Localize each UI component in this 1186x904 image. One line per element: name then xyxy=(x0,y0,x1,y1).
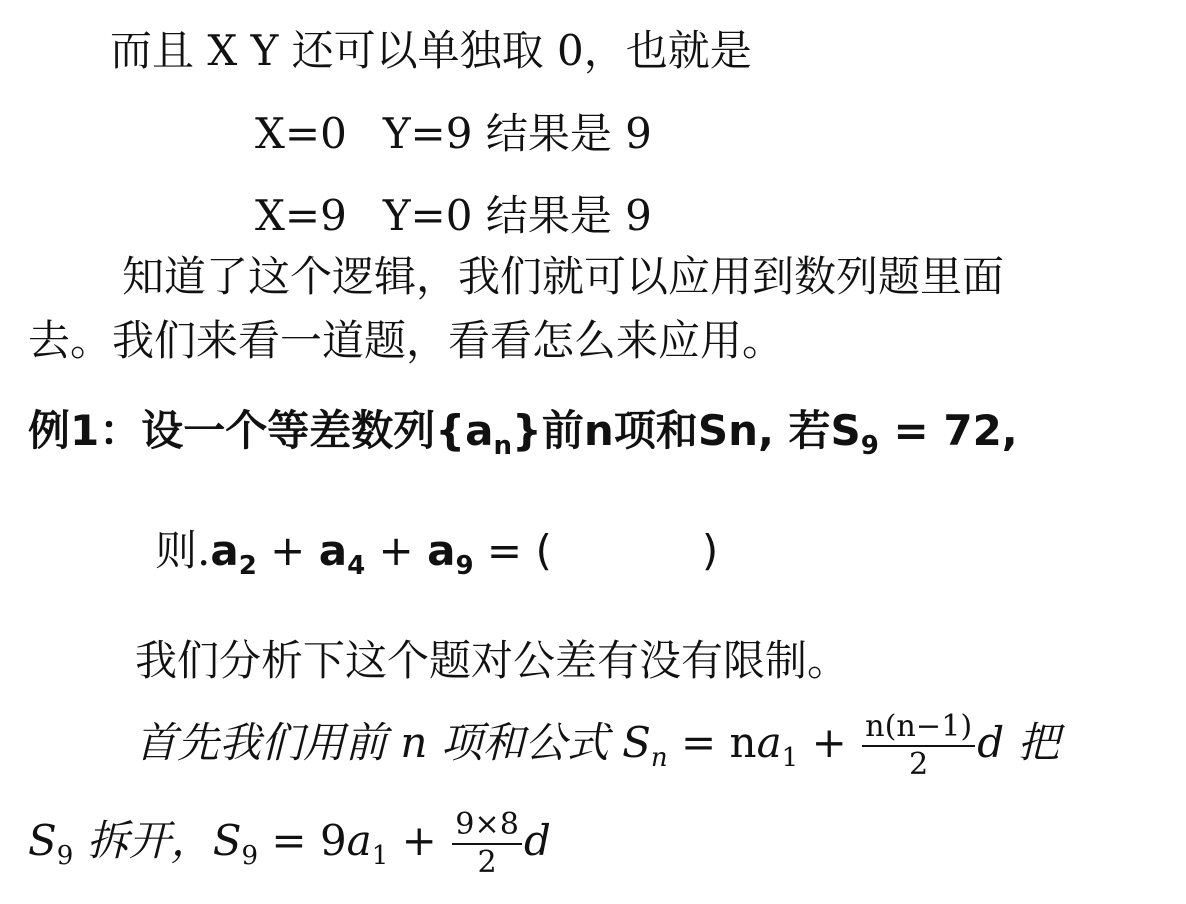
equation-x: X=9 xyxy=(255,191,347,240)
equation-y: Y=9 xyxy=(382,109,473,158)
text-line-8: 我们分析下这个题对公差有没有限制。 xyxy=(135,636,850,685)
expanded-formula-line: $S_9$ 拆开，$S_9 = 9a_1$ + $\frac{9\times 8}{2}$ d xyxy=(28,807,551,881)
result-text: 结果是 9 xyxy=(485,109,652,158)
result-text: 结果是 9 xyxy=(485,191,652,240)
text-line-2 xyxy=(255,109,652,158)
equation-y: Y=0 xyxy=(382,191,473,240)
formula-line: 首先我们用前 n 项和公式 $S_n = na_1$ + $\frac{n(n-1)}{2}$ d 把 xyxy=(135,709,1060,783)
formula-sn: $S_n = na_1$ + $\frac{n(n-1)}{2}$ d xyxy=(622,709,1005,783)
fraction-n: $\frac{n(n-1)}{2}$ xyxy=(862,712,975,780)
equation-x: X=0 xyxy=(255,109,347,158)
example-question: 则$.a_2 + a_4 + a_9$ = ( ) xyxy=(155,526,719,582)
formula-s9: $S_9 = 9a_1$ + $\frac{9\times 8}{2}$ d xyxy=(212,807,551,881)
fraction-9x8: $\frac{9\times 8}{2}$ xyxy=(452,810,522,878)
example-heading: 例1：设一个等差数列$\{a_n\}$前n项和Sn, 若$S_9 = 72$, xyxy=(28,406,1018,462)
text-line-5: 去。我们来看一道题，看看怎么来应用。 xyxy=(28,316,785,365)
text-line-1: 而且 X Y 还可以单独取 0，也就是 xyxy=(110,26,752,75)
text-line-4: 知道了这个逻辑，我们就可以应用到数列题里面 xyxy=(122,252,1005,301)
text-line-3 xyxy=(255,191,652,240)
